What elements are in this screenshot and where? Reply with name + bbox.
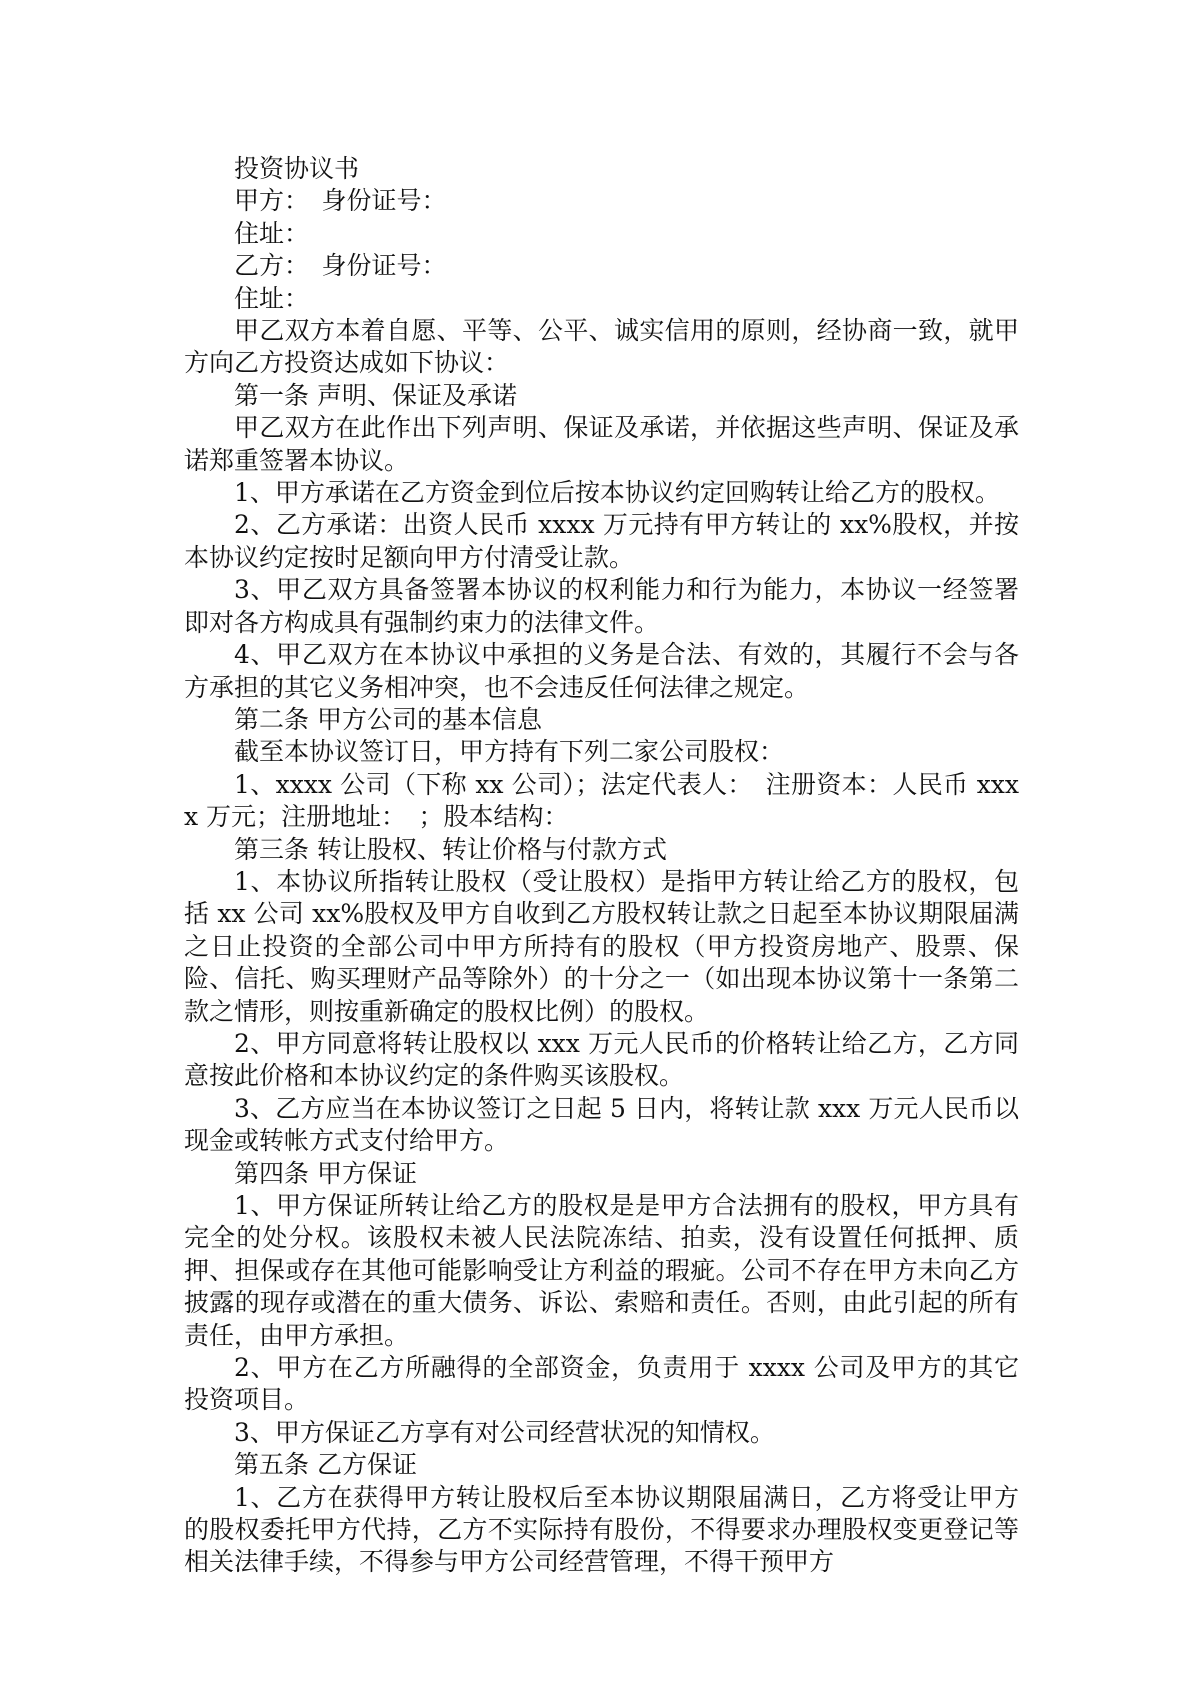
article-3-clause-1: 1、本协议所指转让股权（受让股权）是指甲方转让给乙方的股权，包括 xx 公司 xx%股权及甲方自收到乙方股权转让款之日起至本协议期限届满之日止投资的全部公司中甲方所持有的股权（甲方投资房地产、股票、保险、信托、购买理财产品等除外）的十分之一（如出现本协议第十一条第二款之情形，则按重新确定的股权比例）的股权。 [184, 866, 1019, 1026]
article-3-clause-2: 2、甲方同意将转让股权以 xxx 万元人民币的价格转让给乙方，乙方同意按此价格和本协议约定的条件购买该股权。 [184, 1028, 1019, 1091]
document-title: 投资协议书 [234, 154, 360, 183]
article-4-clause-2: 2、甲方在乙方所融得的全部资金，负责用于 xxxx 公司及甲方的其它投资项目。 [184, 1353, 1019, 1415]
article-5-clause-1: 1、乙方在获得甲方转让股权后至本协议期限届满日，乙方将受让甲方的股权委托甲方代持，乙方不实际持有股份，不得要求办理股权变更登记等相关法律手续，不得参与甲方公司经营管理，不得干预甲方 [184, 1482, 1019, 1577]
party-b-id-line: 乙方： 身份证号： [234, 251, 447, 281]
document-body [184, 153, 1019, 1579]
article-1-heading: 第一条 声明、保证及承诺 [234, 380, 517, 410]
party-b-address-line: 住址： [234, 283, 310, 313]
article-2-heading: 第二条 甲方公司的基本信息 [234, 704, 542, 734]
article-1-intro: 甲乙双方在此作出下列声明、保证及承诺，并依据这些声明、保证及承诺郑重签署本协议。 [184, 413, 1019, 475]
article-2-clause-1: 1、xxxx 公司（下称 xx 公司）；法定代表人： 注册资本：人民币 xxxx 万元；注册地址： ；股本结构： [184, 769, 1019, 832]
preamble-paragraph: 甲乙双方本着自愿、平等、公平、诚实信用的原则，经协商一致，就甲方向乙方投资达成如下协议： [184, 316, 1019, 378]
article-4-clause-1: 1、甲方保证所转让给乙方的股权是是甲方合法拥有的股权，甲方具有完全的处分权。该股权未被人民法院冻结、拍卖，没有设置任何抵押、质押、担保或存在其他可能影响受让方利益的瑕疵。公司不存在甲方未向乙方披露的现存或潜在的重大债务、诉讼、索赔和责任。否则，由此引起的所有责任，由甲方承担。 [184, 1191, 1019, 1350]
article-5-heading: 第五条 乙方保证 [234, 1450, 417, 1480]
article-3-heading: 第三条 转让股权、转让价格与付款方式 [234, 834, 667, 864]
article-1-clause-2: 2、乙方承诺：出资人民币 xxxx 万元持有甲方转让的 xx%股权，并按本协议约定按时足额向甲方付清受让款。 [184, 510, 1019, 572]
article-1-clause-1: 1、甲方承诺在乙方资金到位后按本协议约定回购转让给乙方的股权。 [234, 478, 1000, 508]
party-a-id-line: 甲方： 身份证号： [234, 186, 447, 216]
article-1-clause-4: 4、甲乙双方在本协议中承担的义务是合法、有效的，其履行不会与各方承担的其它义务相冲突，也不会违反任何法律之规定。 [184, 640, 1019, 702]
article-3-clause-3: 3、乙方应当在本协议签订之日起 5 日内，将转让款 xxx 万元人民币以现金或转帐方式支付给甲方。 [184, 1093, 1019, 1156]
article-4-heading: 第四条 甲方保证 [234, 1158, 417, 1188]
party-a-address-line: 住址： [234, 218, 310, 248]
article-2-intro: 截至本协议签订日，甲方持有下列二家公司股权： [234, 737, 785, 767]
article-1-clause-3: 3、甲乙双方具备签署本协议的权利能力和行为能力，本协议一经签署即对各方构成具有强制约束力的法律文件。 [184, 575, 1019, 637]
article-4-clause-3: 3、甲方保证乙方享有对公司经营状况的知情权。 [234, 1417, 775, 1447]
